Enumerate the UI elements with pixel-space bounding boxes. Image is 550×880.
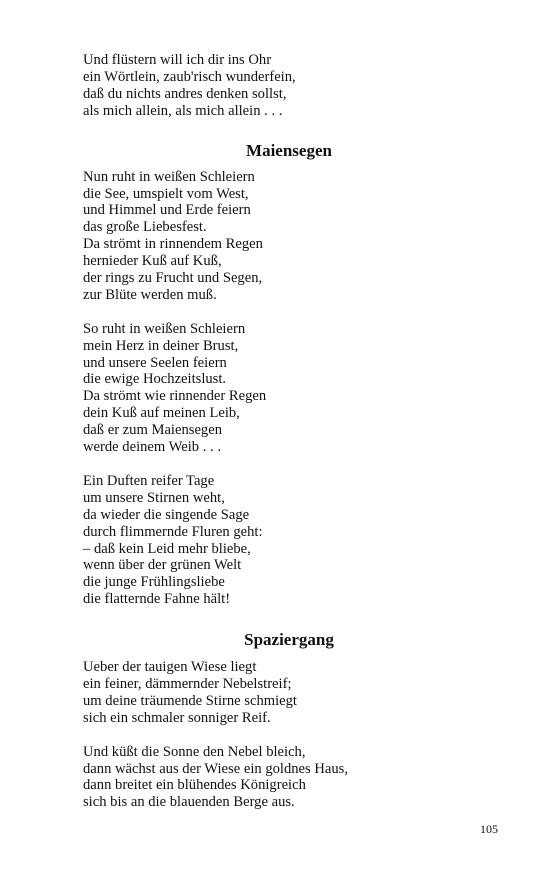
stanza	[83, 321, 503, 456]
verse-line: sich ein schmaler sonniger Reif.	[83, 709, 271, 726]
verse-line: Nun ruht in weißen Schleiern	[83, 168, 255, 185]
verse-line: sich bis an die blauenden Berge aus.	[83, 794, 295, 811]
verse-line: die See, umspielt vom West,	[83, 185, 249, 202]
verse-line: um unsere Stirnen weht,	[83, 489, 225, 506]
verse-line: Ein Duften reifer Tage	[83, 472, 215, 489]
verse-line: hernieder Kuß auf Kuß,	[83, 253, 222, 270]
poem-title-maiensegen: Maiensegen	[246, 140, 332, 160]
verse-line: Ueber der tauigen Wiese liegt	[83, 659, 257, 676]
verse-line: dein Kuß auf meinen Leib,	[83, 405, 240, 422]
verse-line: ein Wörtlein, zaub'risch wunderfein,	[83, 68, 296, 85]
verse-line: und unsere Seelen feiern	[83, 354, 227, 371]
verse-line: mein Herz in deiner Brust,	[83, 337, 239, 354]
verse-line: daß er zum Maiensegen	[83, 422, 222, 439]
verse-line: als mich allein, als mich allein . . .	[83, 102, 283, 119]
verse-line: wenn über der grünen Welt	[83, 557, 242, 574]
stanza-previous-poem-ending	[83, 52, 503, 120]
stanza	[83, 659, 503, 727]
verse-line: die junge Frühlingsliebe	[83, 574, 225, 591]
stanza	[83, 744, 503, 812]
verse-line: daß du nichts andres denken sollst,	[83, 85, 287, 102]
verse-line: Da strömt wie rinnender Regen	[83, 388, 267, 405]
verse-line: So ruht in weißen Schleiern	[83, 320, 246, 337]
verse-line: die ewige Hochzeitslust.	[83, 371, 227, 388]
verse-line: durch flimmernde Fluren geht:	[83, 523, 263, 540]
verse-line: Und küßt die Sonne den Nebel bleich,	[83, 743, 306, 760]
verse-line: da wieder die singende Sage	[83, 506, 250, 523]
verse-line: – daß kein Leid mehr bliebe,	[83, 540, 251, 557]
verse-line: ein feiner, dämmernder Nebelstreif;	[83, 676, 292, 693]
stanza	[83, 169, 503, 304]
verse-line: dann breitet ein blühendes Königreich	[83, 777, 306, 794]
verse-line: Und flüstern will ich dir ins Ohr	[83, 52, 272, 68]
page-number: 105	[480, 822, 498, 836]
verse-line: dann wächst aus der Wiese ein goldnes Haus,	[83, 760, 349, 777]
verse-line: die flatternde Fahne hält!	[83, 591, 231, 608]
verse-line: werde deinem Weib . . .	[83, 439, 221, 456]
verse-line: Da strömt in rinnendem Regen	[83, 236, 263, 253]
verse-line: zur Blüte werden muß.	[83, 286, 217, 303]
verse-line: der rings zu Frucht und Segen,	[83, 270, 263, 287]
poem-title-spaziergang: Spaziergang	[244, 630, 334, 650]
book-page	[83, 52, 503, 811]
verse-line: und Himmel und Erde feiern	[83, 202, 251, 219]
verse-line: um deine träumende Stirne schmiegt	[83, 692, 297, 709]
verse-line: das große Liebesfest.	[83, 219, 207, 236]
stanza	[83, 473, 503, 608]
